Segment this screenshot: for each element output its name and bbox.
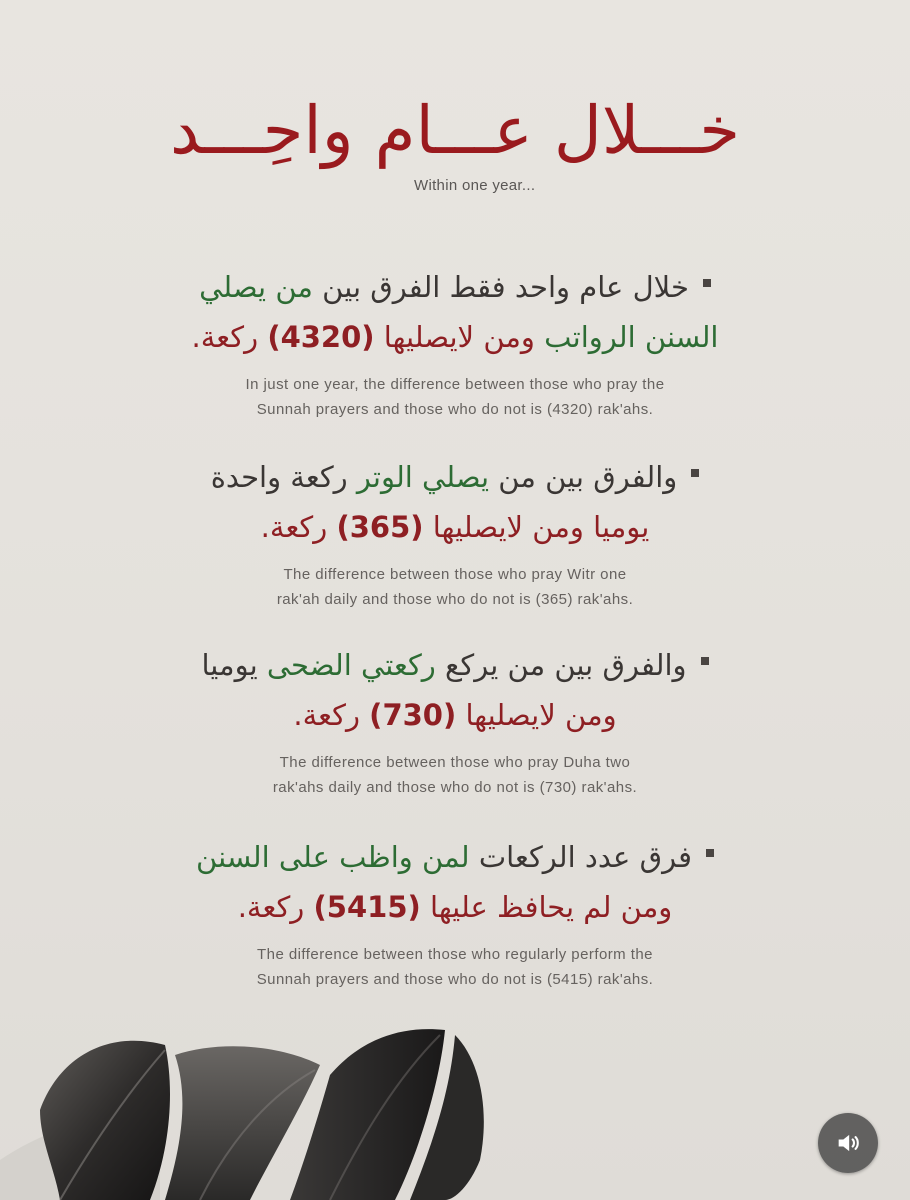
- list-item: [110, 262, 800, 422]
- arabic-highlight: يصلي الوتر: [356, 460, 490, 494]
- list-item: [110, 832, 800, 992]
- arabic-line: [110, 690, 800, 740]
- arabic-line: [110, 640, 800, 690]
- arabic-line: [110, 452, 800, 502]
- rakah-count: (5415): [313, 890, 421, 924]
- arabic-text: ركعة.: [260, 510, 337, 544]
- arabic-text: ركعة واحدة: [210, 460, 357, 494]
- english-translation: [110, 942, 800, 992]
- square-bullet-icon: [706, 849, 714, 857]
- arabic-text: ومن لم يحافظ عليها: [420, 890, 673, 924]
- arabic-text: والفرق بين من يركع: [435, 648, 687, 682]
- arabic-title: خـــلال عـــام واحِـــد: [169, 92, 741, 169]
- arabic-text: ركعة.: [293, 698, 370, 732]
- arabic-text: خلال عام واحد فقط الفرق بين: [312, 270, 689, 304]
- english-line: The difference between those who regularly perform the: [257, 946, 653, 963]
- arabic-text: يوميا ومن لايصليها: [423, 510, 650, 544]
- english-line: Sunnah prayers and those who do not is (5415) rak'ahs.: [256, 971, 654, 988]
- square-bullet-icon: [703, 279, 711, 287]
- arabic-text: ومن لايصليها: [374, 320, 535, 354]
- square-bullet-icon: [701, 657, 709, 665]
- english-line: The difference between those who pray Witr one: [283, 566, 627, 583]
- square-bullet-icon: [691, 469, 699, 477]
- arabic-text: ركعة.: [237, 890, 314, 924]
- arabic-text: يوميا: [201, 648, 267, 682]
- english-translation: [110, 750, 800, 800]
- rakah-count: (4320): [267, 320, 375, 354]
- english-line: In just one year, the difference between those who pray the: [245, 376, 665, 393]
- arabic-line: [110, 882, 800, 932]
- english-line: rak'ah daily and those who do not is (365) rak'ahs.: [276, 591, 634, 608]
- english-translation: [110, 562, 800, 612]
- arabic-line: [110, 312, 800, 362]
- english-translation: [110, 372, 800, 422]
- english-line: rak'ahs daily and those who do not is (730) rak'ahs.: [272, 779, 638, 796]
- arabic-highlight: ركعتي الضحى: [266, 648, 436, 682]
- speaker-icon: [834, 1129, 862, 1157]
- sound-toggle-button[interactable]: [818, 1113, 878, 1173]
- arabic-highlight: من يصلي: [199, 270, 313, 304]
- english-line: The difference between those who pray Duha two: [279, 754, 631, 771]
- monstera-leaf-icon: [0, 1000, 910, 1200]
- arabic-text: ركعة.: [191, 320, 268, 354]
- arabic-text: والفرق بين من: [489, 460, 678, 494]
- rakah-count: (730): [369, 698, 457, 732]
- leaf-decoration: [0, 1000, 910, 1200]
- arabic-line: [110, 832, 800, 882]
- arabic-line: [110, 262, 800, 312]
- english-line: Sunnah prayers and those who do not is (4320) rak'ahs.: [256, 401, 654, 418]
- arabic-highlight: لمن واظب على السنن: [196, 840, 470, 874]
- arabic-text: فرق عدد الركعات: [469, 840, 692, 874]
- list-item: [110, 640, 800, 800]
- english-subtitle: Within one year...: [414, 177, 536, 194]
- arabic-highlight: السنن الرواتب: [534, 320, 719, 354]
- list-item: [110, 452, 800, 612]
- arabic-text: ومن لايصليها: [456, 698, 617, 732]
- rakah-count: (365): [336, 510, 424, 544]
- arabic-line: [110, 502, 800, 552]
